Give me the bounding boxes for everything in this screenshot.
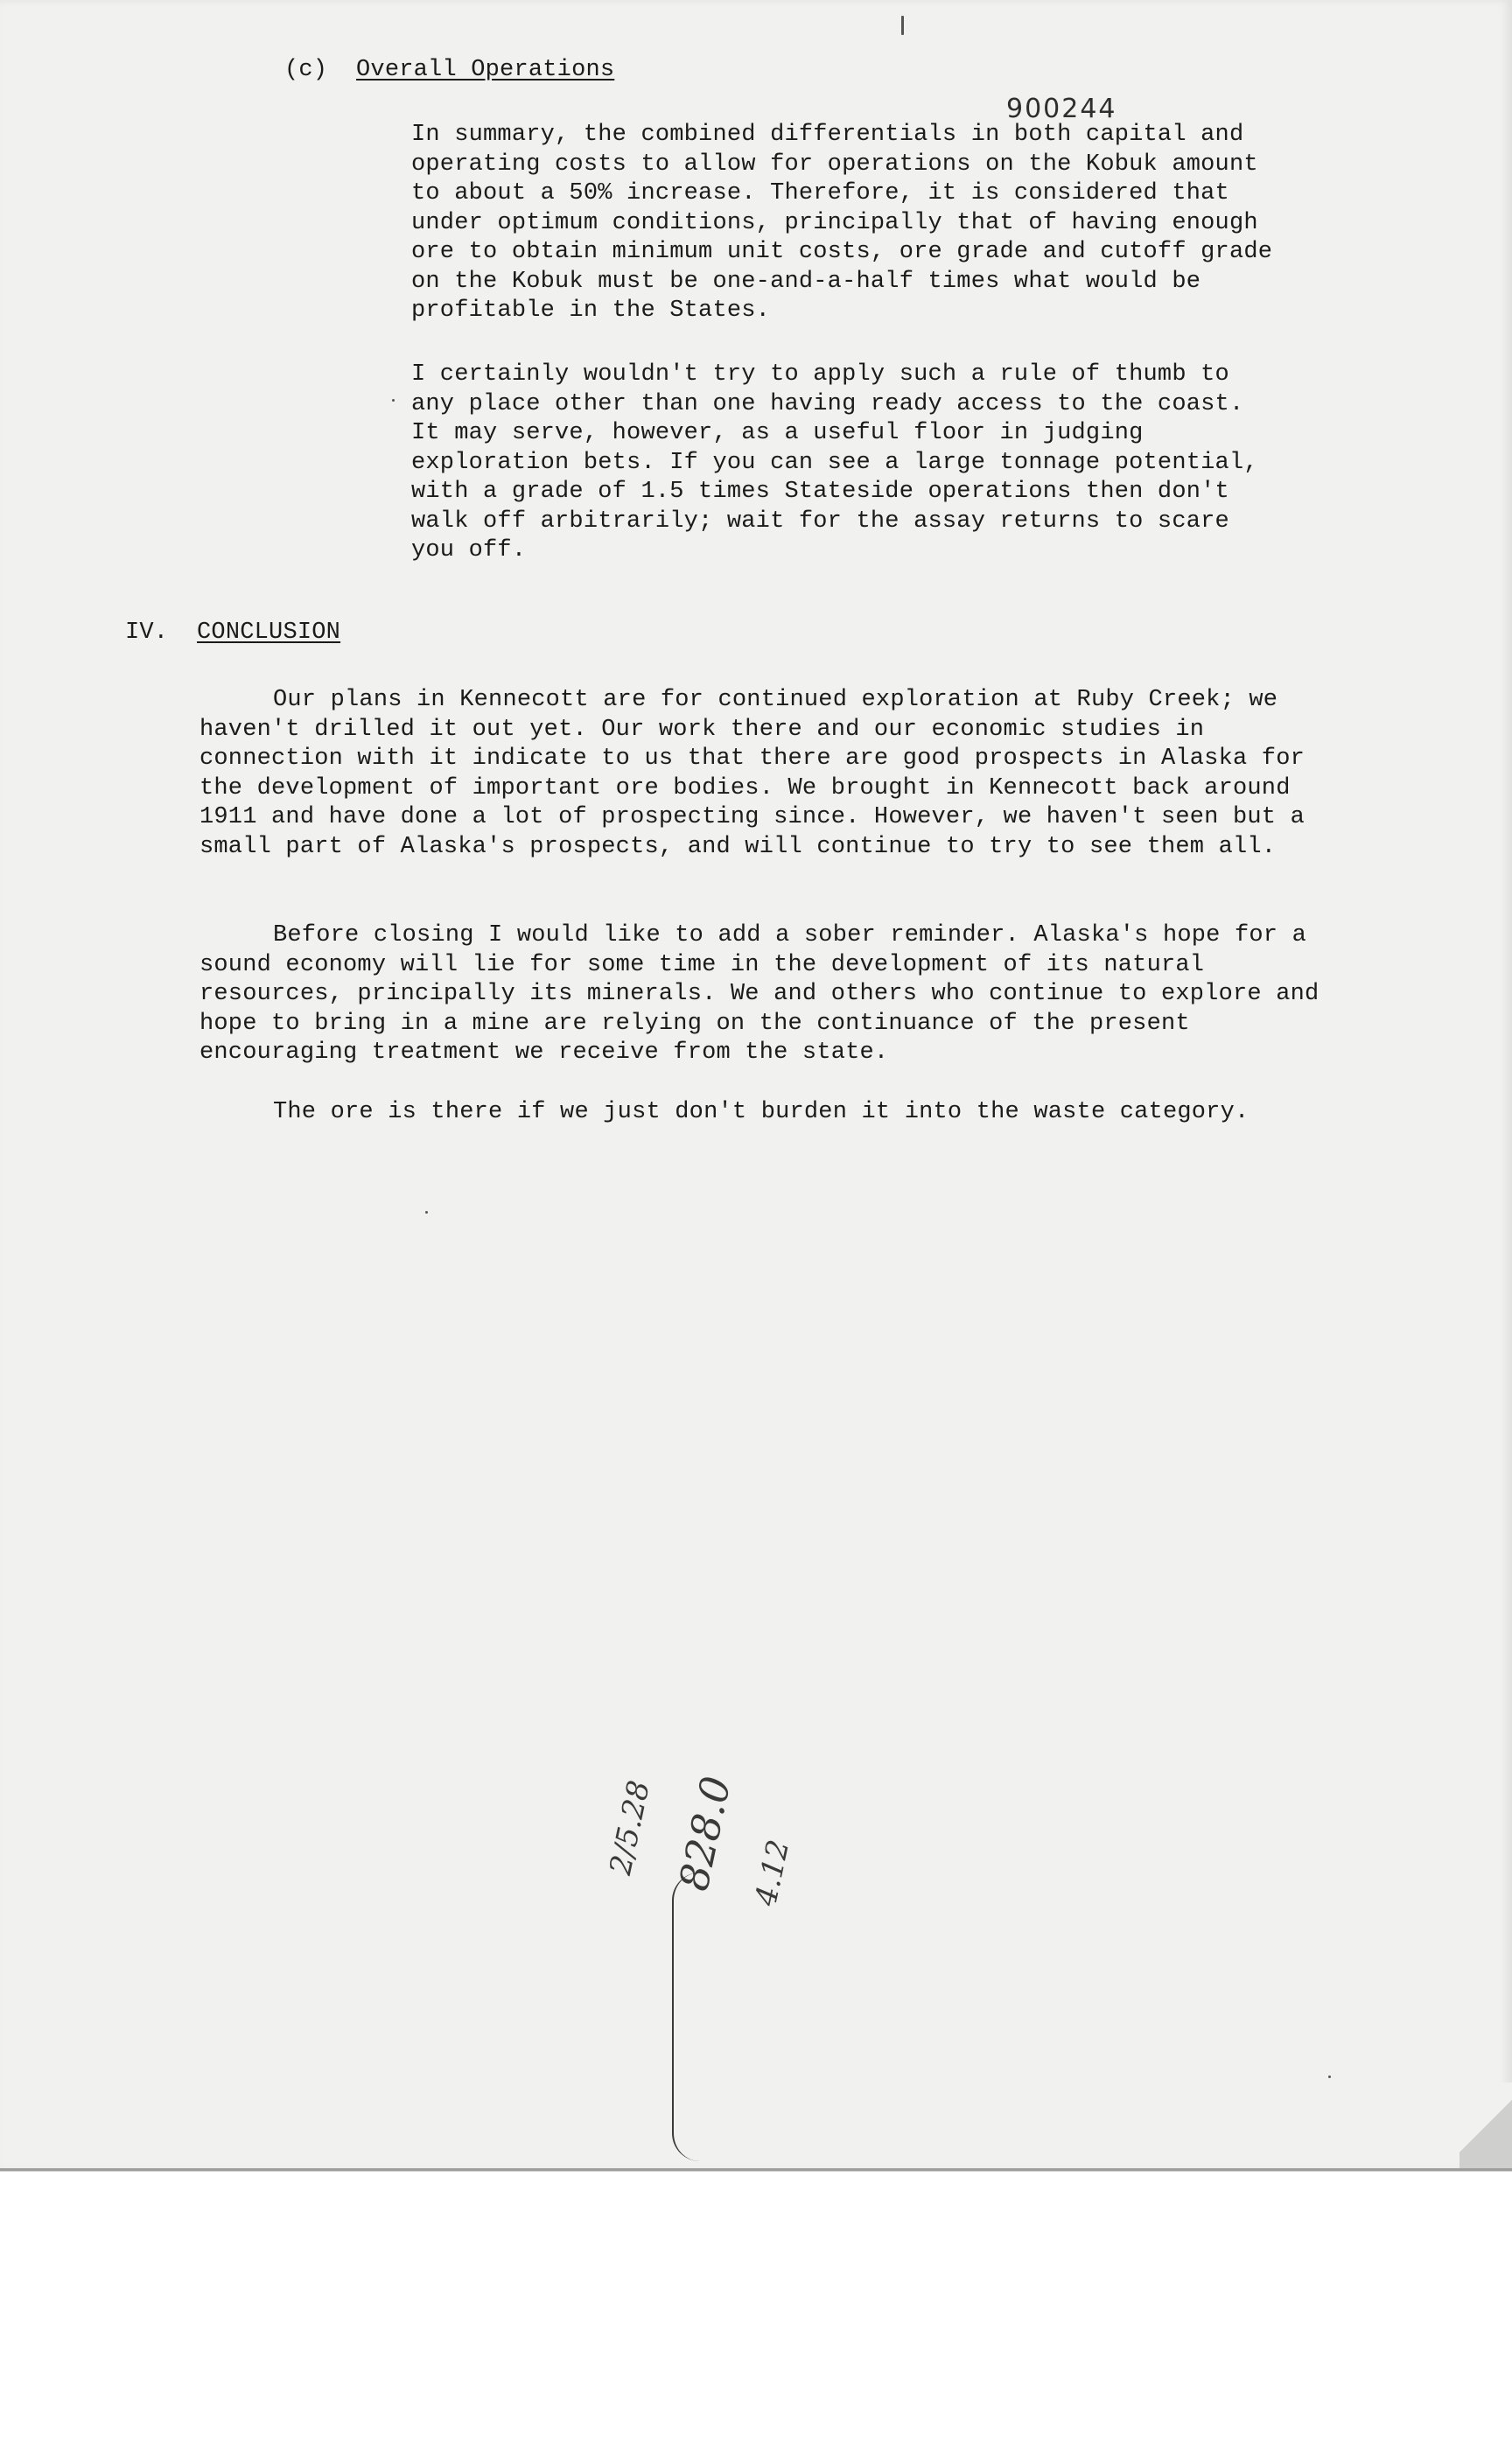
conclusion-paragraph-reminder: Before closing I would like to add a sober reminder. Alaska's hope for a sound economy will lie for some time in the development of its natural resources, principally its minerals. We and others who continue to explore and hope to bring in a mine are relying on the continuance of the present encouraging treatment we receive from the state. — [200, 922, 1320, 1066]
page-bottom-edge — [0, 2168, 1512, 2171]
summary-paragraph: In summary, the combined differentials in both capital and operating costs to allow for operations on the Kobuk amount to about a 50% increase. Therefore, it is considered that under optimum conditions, principally that of having enough ore to obtain minimum unit costs, ore grade and cutoff grade on the Kobuk must be one-and-a-half times what would be profitable in the States. — [411, 122, 1273, 324]
handwritten-line-1: 2/5.28 — [603, 1777, 657, 1879]
page-number: 900244 — [1006, 94, 1117, 124]
folded-corner — [1460, 2082, 1512, 2170]
bleed-through-text — [105, 122, 132, 209]
paper-speck — [1328, 2076, 1331, 2078]
paper-speck — [425, 1211, 428, 1214]
conclusion-closing-line: The ore is there if we just don't burden it into the waste category. — [273, 1099, 1250, 1125]
rule-of-thumb-paragraph: I certainly wouldn't try to apply such a rule of thumb to any place other than one having ready access to the coast. It may serve, however, as a useful floor in judging exploration bets. If you can see a large tonnage potential, with a grade of 1.5 times Stateside operations then don't walk off arbitrarily; wait for the assay returns to scare you off. — [411, 361, 1258, 564]
subsection-heading — [284, 56, 614, 86]
paper-speck — [901, 16, 904, 35]
handwritten-calculation — [570, 1751, 839, 1915]
handwritten-line-3: 4.12 — [748, 1837, 797, 1909]
handwritten-bracket — [672, 1872, 700, 2161]
subsection-title: Overall Operations — [356, 57, 615, 83]
section-heading — [125, 619, 340, 648]
conclusion-paragraph-plans: Our plans in Kennecott are for continued exploration at Ruby Creek; we haven't drilled it out yet. Our work there and our economic studies in connection with it indicate to us that there are good prospects in Alaska for the development of important ore bodies. We brought in Kennecott back around 1911 and have done a lot of prospecting since. However, we haven't seen but a small part of Alaska's prospects, and will continue to try to see them all. — [200, 687, 1306, 860]
paper-speck — [392, 399, 395, 402]
subsection-marker: (c) — [284, 57, 328, 83]
handwritten-line-2: 828.0 — [669, 1772, 740, 1895]
section-numeral: IV. — [125, 620, 169, 646]
section-title: CONCLUSION — [197, 620, 341, 646]
